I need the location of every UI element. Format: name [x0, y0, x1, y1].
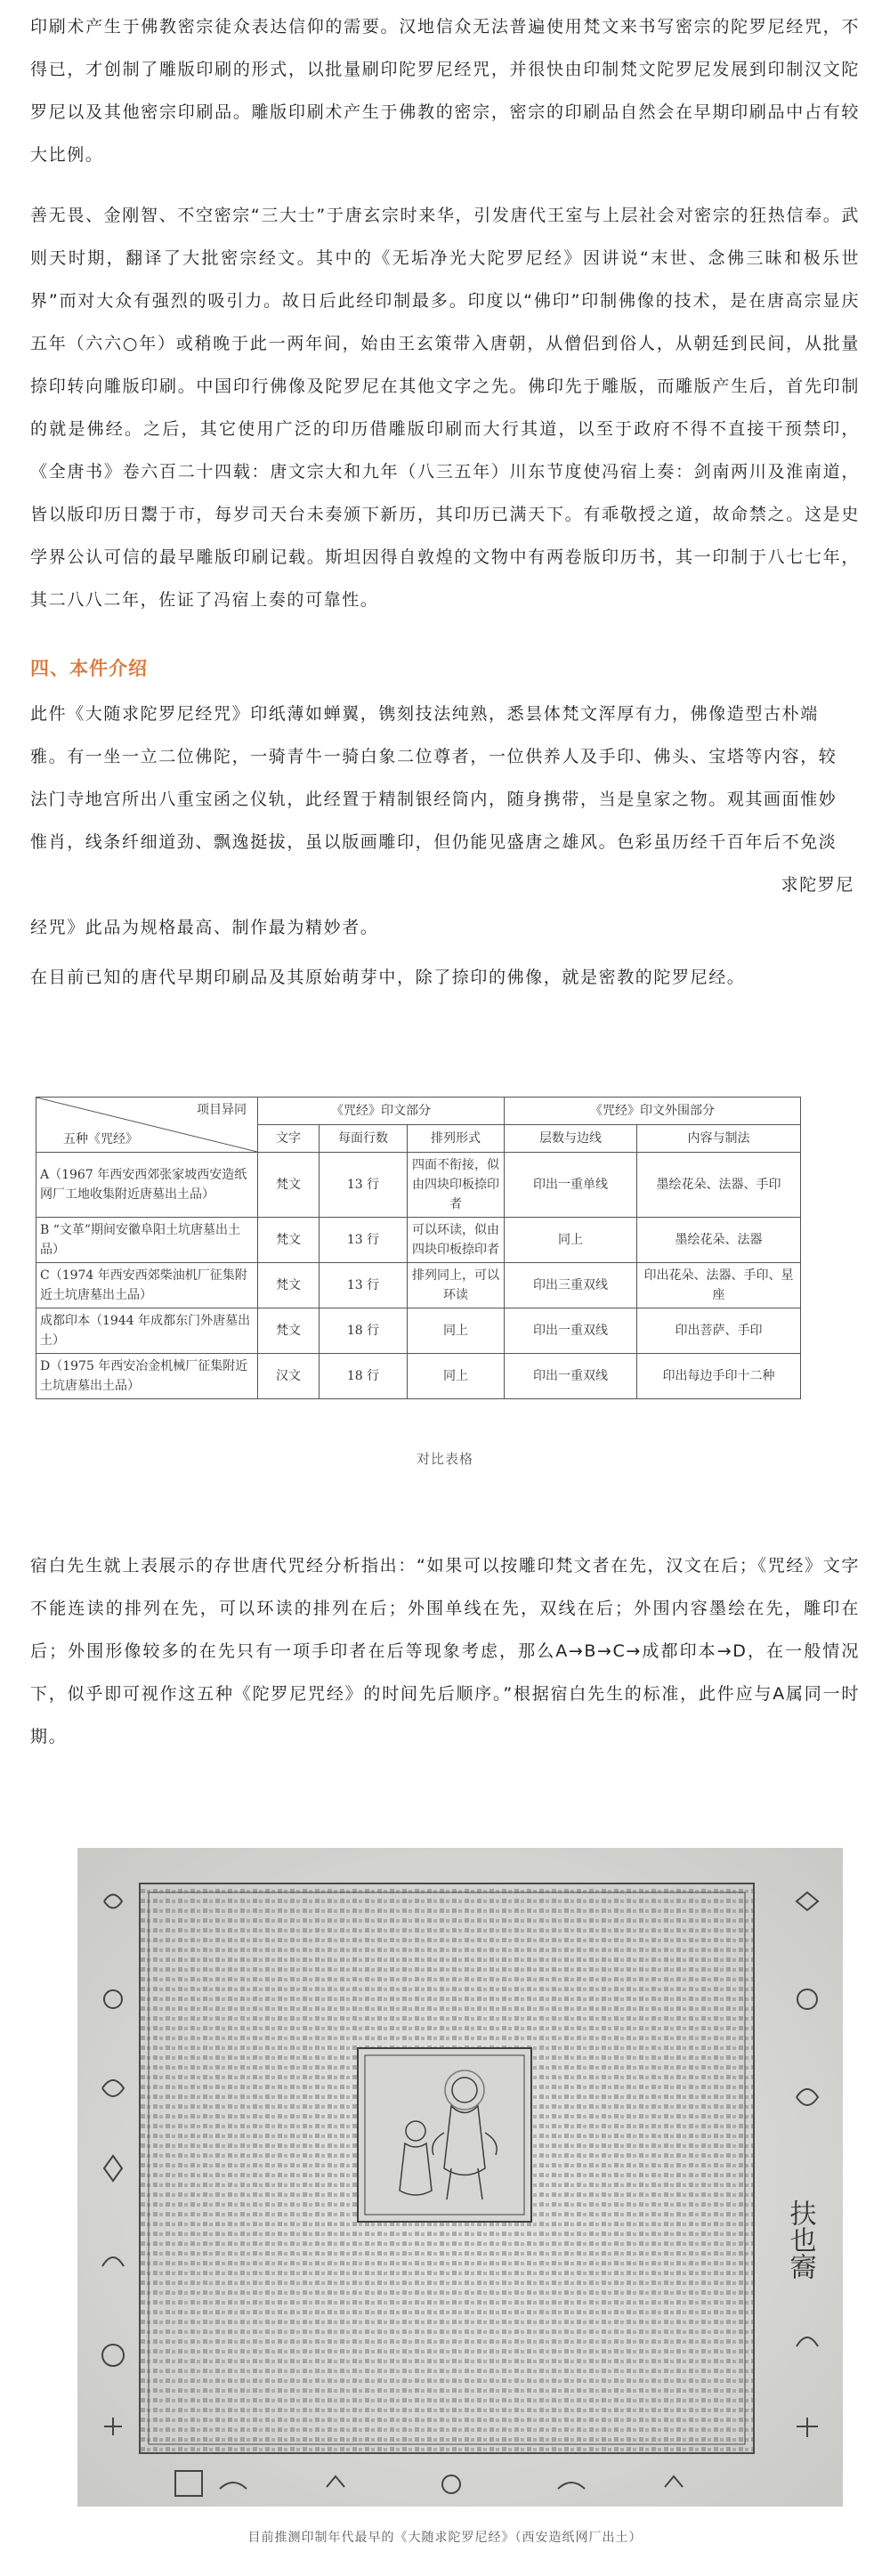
- sutra-print-photo: [77, 1848, 843, 2507]
- diag-header-top: 项目异同: [197, 1103, 247, 1117]
- table-cell: A（1967 年西安西郊张家坡西安造纸网厂工地收集附近唐墓出土品）: [36, 1153, 258, 1218]
- table-cell: 汉文: [258, 1354, 320, 1399]
- table-cell: 18 行: [320, 1354, 408, 1399]
- table-cell: 成都印本（1944 年成都东门外唐墓出土）: [36, 1308, 258, 1354]
- text-line: 法门寺地宫所出八重宝函之仪轨，此经置于精制银经筒内，随身携带，当是皇家之物。观其画面惟妙: [30, 790, 837, 809]
- table-cell: 梵文: [258, 1308, 320, 1354]
- paragraph-early-prints: 在目前已知的唐代早期印刷品及其原始萌芽中，除了捺印的佛像，就是密教的陀罗尼经。: [30, 968, 746, 987]
- table-row: [36, 1308, 801, 1354]
- table-cell: B “文革”期间安徽阜阳土坑唐墓出土品）: [36, 1218, 258, 1263]
- text-line: 求陀罗尼: [781, 875, 854, 895]
- text-line: 此件《大随求陀罗尼经咒》印纸薄如蝉翼，镌刻技法纯熟，悉昙体梵文浑厚有力，佛像造型古朴端: [30, 704, 819, 724]
- text-line: 雅。有一坐一立二位佛陀，一骑青牛一骑白象二位尊者，一位供养人及手印、佛头、宝塔等内容，较: [30, 747, 837, 766]
- table-row: [36, 1153, 801, 1218]
- comparison-table: [36, 1097, 801, 1399]
- table-cell: 同上: [408, 1308, 505, 1354]
- table-col-header: 文字: [258, 1125, 320, 1153]
- sutra-print-illustration: [77, 1848, 843, 2507]
- paragraph-tang-esoteric-history: 善无畏、金刚智、不空密宗“三大士”于唐玄宗时来华，引发唐代王室与上层社会对密宗的狂热信奉。武则天时期，翻译了大批密宗经文。其中的《无垢净光大陀罗尼经》因讲说“末世、念佛三昧和极乐世界”而对大众有强烈的吸引力。故日后此经印制最多。印度以“佛印”印制佛像的技术，是在唐高宗显庆五年（六六○年）或稍晚于此一两年间，始由王玄策带入唐朝，从僧侣到俗人，从朝廷到民间，从批量捺印转向雕版印刷。中国印行佛像及陀罗尼在其他文字之先。佛印先于雕版，而雕版产生后，首先印制的就是佛经。之后，其它使用广泛的印历借雕版印刷而大行其道，以至于政府不得不直接干预禁印，《全唐书》卷六百二十四载：唐文宗大和九年（八三五年）川东节度使冯宿上奏：剑南两川及淮南道，皆以版印历日鬻于市，每岁司天台未奏颁下新历，其印历已满天下。有乖敬授之道，故命禁之。这是史学界公认可信的最早雕版印刷记载。斯坦因得自敦煌的文物中有两卷版印历书，其一印制于八七七年，其二八八二年，佐证了冯宿上奏的可靠性。: [30, 206, 860, 610]
- table-caption: 对比表格: [416, 1451, 473, 1467]
- table-diagonal-header: [36, 1098, 258, 1153]
- table-cell: 同上: [505, 1218, 637, 1263]
- table-cell: 可以环读，似由四块印板捺印者: [408, 1218, 505, 1263]
- table-cell: C（1974 年西安西郊柴油机厂征集附近土坑唐墓出土品）: [36, 1263, 258, 1308]
- comparison-table-figure: [36, 1097, 801, 1399]
- table-cell: 印出每边手印十二种: [637, 1354, 801, 1399]
- table-cell: 印出一重单线: [505, 1153, 637, 1218]
- image-caption: 目前推测印制年代最早的《大随求陀罗尼经》（西安造纸网厂出土）: [247, 2531, 643, 2545]
- table-cell: 印出菩萨、手印: [637, 1308, 801, 1354]
- table-cell: 梵文: [258, 1218, 320, 1263]
- table-col-header: 排列形式: [408, 1125, 505, 1153]
- table-group-header: 《咒经》印文部分: [258, 1098, 505, 1125]
- table-cell: 同上: [408, 1354, 505, 1399]
- table-row: [36, 1263, 801, 1308]
- table-cell: 18 行: [320, 1308, 408, 1354]
- text-line: 经咒》此品为规格最高、制作最为精妙者。: [30, 918, 379, 937]
- text-line: 惟肖，线条纤细道劲、飘逸挺拔，虽以版画雕印，但仍能见盛唐之雄风。色彩虽历经千百年后不免淡: [30, 832, 837, 852]
- table-cell: D（1975 年西安冶金机械厂征集附近土坑唐墓出土品）: [36, 1354, 258, 1399]
- section-heading-item-intro: 四、本件介绍: [30, 658, 148, 679]
- handwritten-inscription: 扶也㝯: [784, 2199, 816, 2280]
- table-cell: 四面不衔接，似由四块印板捺印者: [408, 1153, 505, 1218]
- table-col-header: 内容与制法: [637, 1125, 801, 1153]
- table-group-header: 《咒经》印文外围部分: [505, 1098, 801, 1125]
- table-row: [36, 1218, 801, 1263]
- table-cell: 印出一重双线: [505, 1354, 637, 1399]
- table-cell: 印出一重双线: [505, 1308, 637, 1354]
- diag-header-bottom: 五种《咒经》: [63, 1132, 138, 1146]
- paragraph-origin-of-printing: 印刷术产生于佛教密宗徒众表达信仰的需要。汉地信众无法普遍使用梵文来书写密宗的陀罗尼经咒，不得已，才创制了雕版印刷的形式，以批量刷印陀罗尼经咒，并很快由印制梵文陀罗尼发展到印制汉文陀罗尼以及其他密宗印刷品。雕版印刷术产生于佛教的密宗，密宗的印刷品自然会在早期印刷品中占有较大比例。: [30, 17, 860, 165]
- table-cell: 13 行: [320, 1263, 408, 1308]
- table-cell: 13 行: [320, 1153, 408, 1218]
- paragraph-su-bai-analysis: 宿白先生就上表展示的存世唐代咒经分析指出：“如果可以按雕印梵文者在先，汉文在后；《咒经》文字不能连读的排列在先，可以环读的排列在后；外围单线在先，双线在后；外围内容墨绘在先，雕印在后；外围形像较多的在先只有一项手印者在后等现象考虑，那么A→B→C→成都印本→D，在一般情况下，似乎即可视作这五种《陀罗尼咒经》的时间先后顺序。”根据宿白先生的标准，此件应与A属同一时期。: [30, 1556, 860, 1746]
- table-cell: 墨绘花朵、法器、手印: [637, 1153, 801, 1218]
- table-col-header: 层数与边线: [505, 1125, 637, 1153]
- table-cell: 印出三重双线: [505, 1263, 637, 1308]
- table-col-header: 每面行数: [320, 1125, 408, 1153]
- table-cell: 梵文: [258, 1153, 320, 1218]
- table-cell: 13 行: [320, 1218, 408, 1263]
- table-cell: 排列同上，可以环读: [408, 1263, 505, 1308]
- table-cell: 墨绘花朵、法器: [637, 1218, 801, 1263]
- table-cell: 梵文: [258, 1263, 320, 1308]
- table-row: [36, 1354, 801, 1399]
- table-cell: 印出花朵、法器、手印、星座: [637, 1263, 801, 1308]
